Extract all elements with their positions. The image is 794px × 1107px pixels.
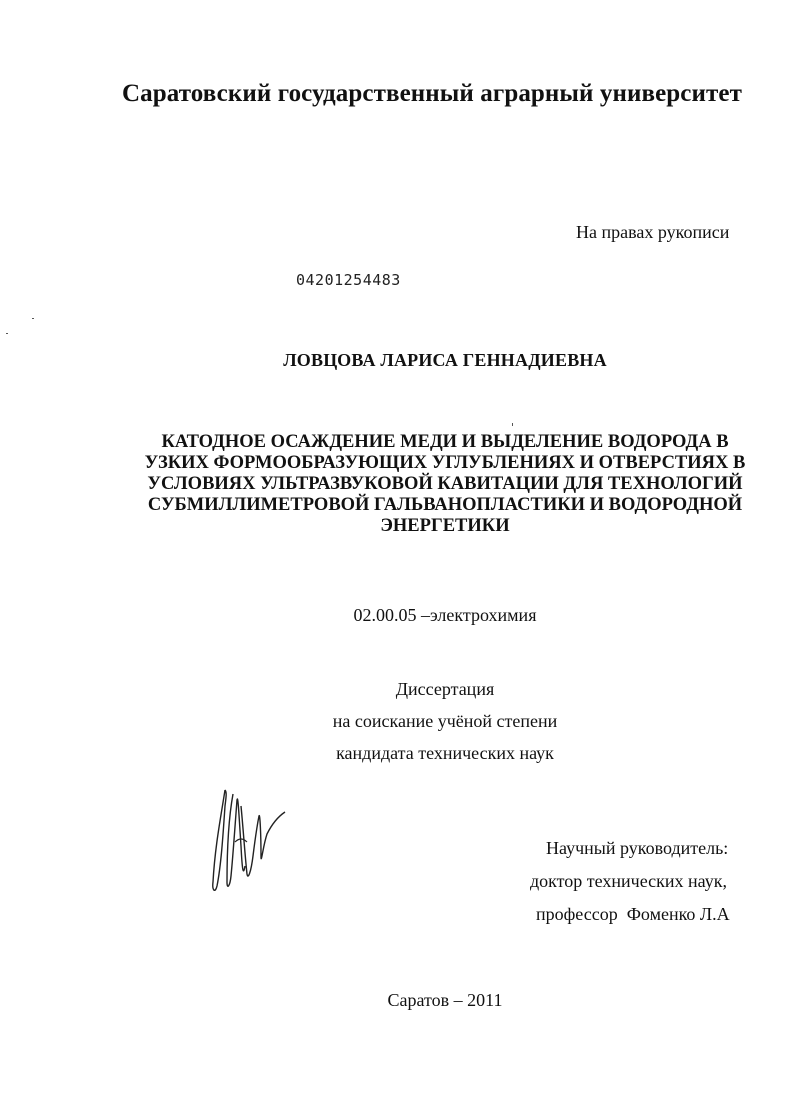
degree-line: на соискание учёной степени <box>332 711 558 731</box>
scan-speck <box>512 423 513 426</box>
scan-speck <box>6 333 8 334</box>
city-year: Саратов – 2011 <box>387 990 503 1010</box>
supervisor-line: Научный руководитель: <box>546 838 729 858</box>
scientific-supervisor <box>530 832 730 931</box>
degree-line: кандидата технических наук <box>336 743 554 763</box>
title-line: ЭНЕРГЕТИКИ <box>380 516 510 536</box>
specialty: 02.00.05 –электрохимия <box>353 605 537 625</box>
scan-speck <box>32 318 34 319</box>
handwritten-signature <box>203 786 293 898</box>
author-name: ЛОВЦОВА ЛАРИСА ГЕННАДИЕВНА <box>283 350 607 370</box>
degree-line: Диссертация <box>395 679 495 699</box>
rights-note: На правах рукописи <box>576 222 730 242</box>
library-stamp-number: 04201254483 <box>296 271 401 289</box>
supervisor-line: профессор Фоменко Л.А <box>536 904 730 924</box>
dissertation-title <box>110 432 780 537</box>
dissertation-degree <box>0 673 794 769</box>
supervisor-line: доктор технических наук, <box>530 871 727 891</box>
university-name: Саратовский государственный аграрный университет <box>122 80 742 107</box>
title-line: УЗКИХ ФОРМООБРАЗУЮЩИХ УГЛУБЛЕНИЯХ И ОТВЕРСТИЯХ В <box>144 453 746 473</box>
title-line: УСЛОВИЯХ УЛЬТРАЗВУКОВОЙ КАВИТАЦИИ ДЛЯ ТЕХНОЛОГИЙ <box>147 474 743 494</box>
title-line: СУБМИЛЛИМЕТРОВОЙ ГАЛЬВАНОПЛАСТИКИ И ВОДОРОДНОЙ <box>147 495 743 515</box>
title-line: КАТОДНОЕ ОСАЖДЕНИЕ МЕДИ И ВЫДЕЛЕНИЕ ВОДОРОДА В <box>161 432 729 452</box>
